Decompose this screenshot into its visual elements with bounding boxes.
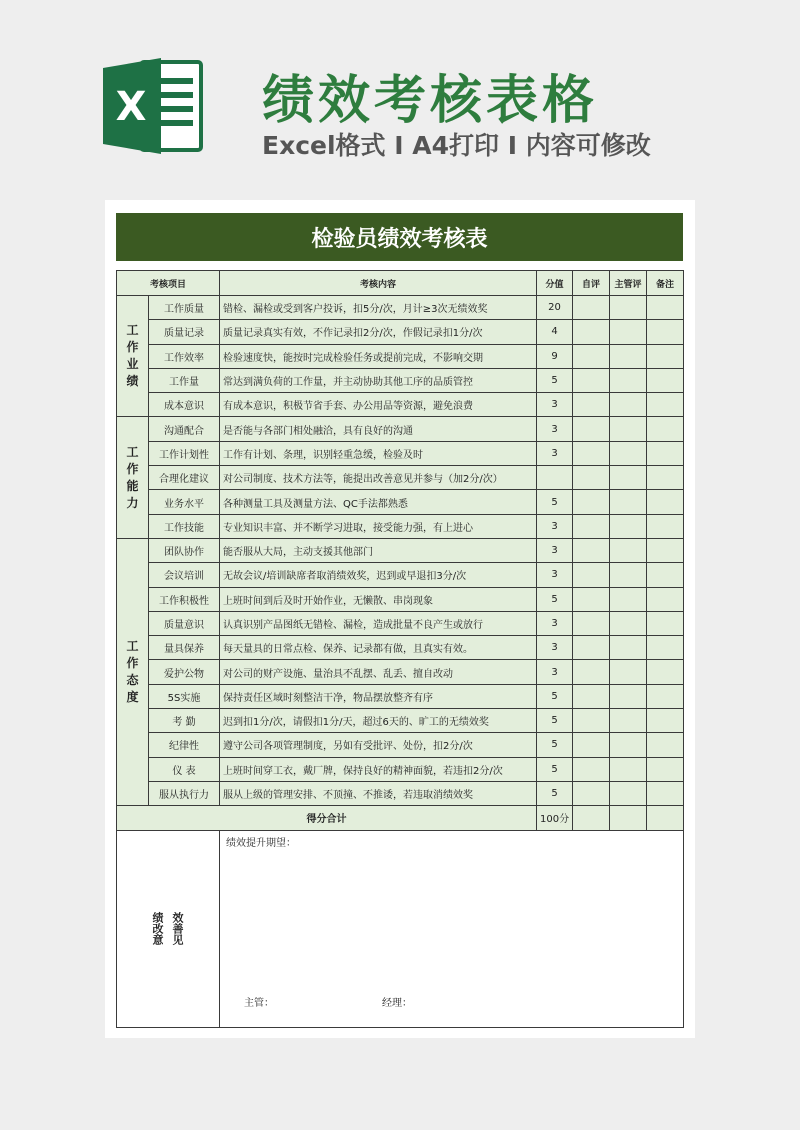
score-cell[interactable]: 3 [537, 417, 573, 441]
banner-subtitle: Excel格式 I A4打印 I 内容可修改 [262, 131, 651, 160]
score-cell[interactable]: 5 [537, 757, 573, 781]
self-eval-cell[interactable] [573, 393, 610, 417]
note-cell[interactable] [647, 514, 684, 538]
header-note: 备注 [647, 271, 684, 296]
manager-eval-cell[interactable] [610, 441, 647, 465]
total-label: 得分合计 [117, 806, 537, 830]
group-label: 工作业绩 [117, 296, 149, 417]
self-eval-cell[interactable] [573, 660, 610, 684]
self-eval-cell[interactable] [573, 344, 610, 368]
score-cell[interactable]: 4 [537, 320, 573, 344]
self-eval-cell[interactable] [573, 490, 610, 514]
header-content: 考核内容 [220, 271, 537, 296]
table-row [117, 320, 684, 344]
manager-eval-cell[interactable] [610, 733, 647, 757]
item-cell[interactable]: 工作量 [149, 368, 220, 392]
self-eval-cell[interactable] [573, 684, 610, 708]
table-row [117, 781, 684, 805]
content-cell[interactable]: 专业知识丰富、并不断学习进取，接受能力强，有上进心 [220, 514, 537, 538]
note-cell[interactable] [647, 368, 684, 392]
manager-eval-cell[interactable] [610, 296, 647, 320]
item-cell[interactable]: 考 勤 [149, 709, 220, 733]
item-cell[interactable]: 纪律性 [149, 733, 220, 757]
table-row [117, 441, 684, 465]
note-cell[interactable] [647, 538, 684, 562]
manager-eval-cell[interactable] [610, 344, 647, 368]
manager-eval-cell[interactable] [610, 368, 647, 392]
score-cell[interactable]: 3 [537, 441, 573, 465]
table-row [117, 296, 684, 320]
improvement-row [117, 830, 684, 1027]
item-cell[interactable]: 业务水平 [149, 490, 220, 514]
header-item: 考核项目 [117, 271, 220, 296]
manager-eval-cell[interactable] [610, 393, 647, 417]
table-row [117, 636, 684, 660]
score-cell[interactable] [537, 466, 573, 490]
score-cell[interactable]: 3 [537, 563, 573, 587]
note-cell[interactable] [647, 781, 684, 805]
note-cell[interactable] [647, 684, 684, 708]
table-row [117, 684, 684, 708]
table-row [117, 417, 684, 441]
content-cell[interactable]: 检验速度快，能按时完成检验任务或提前完成，不影响交期 [220, 344, 537, 368]
note-cell[interactable] [647, 466, 684, 490]
content-cell[interactable]: 能否服从大局，主动支援其他部门 [220, 538, 537, 562]
self-eval-cell[interactable] [573, 320, 610, 344]
table-row [117, 538, 684, 562]
item-cell[interactable]: 质量意识 [149, 611, 220, 635]
content-cell[interactable]: 遵守公司各项管理制度，另如有受批评、处份，扣2分/次 [220, 733, 537, 757]
manager-eval-cell[interactable] [610, 781, 647, 805]
total-self-cell[interactable] [573, 806, 610, 830]
score-cell[interactable]: 3 [537, 636, 573, 660]
manager-eval-cell[interactable] [610, 490, 647, 514]
manager-eval-cell[interactable] [610, 709, 647, 733]
note-cell[interactable] [647, 344, 684, 368]
item-cell[interactable]: 工作质量 [149, 296, 220, 320]
table-row [117, 733, 684, 757]
self-eval-cell[interactable] [573, 781, 610, 805]
header-self: 自评 [573, 271, 610, 296]
score-cell[interactable]: 5 [537, 368, 573, 392]
manager-eval-cell[interactable] [610, 538, 647, 562]
note-cell[interactable] [647, 733, 684, 757]
score-cell[interactable]: 5 [537, 684, 573, 708]
note-cell[interactable] [647, 393, 684, 417]
content-cell[interactable]: 保持责任区域时刻整洁干净，物品摆放整齐有序 [220, 684, 537, 708]
content-cell[interactable]: 认真识别产品图纸无错检、漏检，造成批量不良产生或放行 [220, 611, 537, 635]
total-manager-cell[interactable] [610, 806, 647, 830]
content-cell[interactable]: 上班时间到后及时开始作业，无懒散、串岗现象 [220, 587, 537, 611]
content-cell[interactable]: 有成本意识，积极节省手套、办公用品等资源，避免浪费 [220, 393, 537, 417]
improve-label-col1: 绩改意 [151, 912, 164, 946]
score-cell[interactable]: 20 [537, 296, 573, 320]
item-cell[interactable]: 工作积极性 [149, 587, 220, 611]
content-cell[interactable]: 常达到满负荷的工作量，并主动协助其他工序的品质管控 [220, 368, 537, 392]
note-cell[interactable] [647, 563, 684, 587]
note-cell[interactable] [647, 417, 684, 441]
content-cell[interactable]: 质量记录真实有效，不作记录扣2分/次，作假记录扣1分/次 [220, 320, 537, 344]
self-eval-cell[interactable] [573, 417, 610, 441]
self-eval-cell[interactable] [573, 514, 610, 538]
group-label: 工作态度 [117, 538, 149, 805]
self-eval-cell[interactable] [573, 733, 610, 757]
self-eval-cell[interactable] [573, 563, 610, 587]
self-eval-cell[interactable] [573, 368, 610, 392]
content-cell[interactable]: 迟到扣1分/次，请假扣1分/天，超过6天的、旷工的无绩效奖 [220, 709, 537, 733]
content-cell[interactable]: 上班时间穿工衣，戴厂牌，保持良好的精神面貌，若违扣2分/次 [220, 757, 537, 781]
header-score: 分值 [537, 271, 573, 296]
expectation-label: 绩效提升期望： [226, 837, 297, 849]
total-value: 100分 [537, 806, 573, 830]
manager-eval-cell[interactable] [610, 417, 647, 441]
total-note-cell[interactable] [647, 806, 684, 830]
excel-logo-icon [103, 58, 203, 154]
self-eval-cell[interactable] [573, 296, 610, 320]
item-cell[interactable]: 工作计划性 [149, 441, 220, 465]
item-cell[interactable]: 工作技能 [149, 514, 220, 538]
content-cell[interactable]: 服从上级的管理安排、不顶撞、不推诿，若违取消绩效奖 [220, 781, 537, 805]
score-cell[interactable]: 3 [537, 393, 573, 417]
content-cell[interactable]: 错检、漏检或受到客户投诉，扣5分/次，月计≥3次无绩效奖 [220, 296, 537, 320]
self-eval-cell[interactable] [573, 611, 610, 635]
supervisor-label: 主管： [244, 997, 275, 1009]
score-cell[interactable]: 5 [537, 733, 573, 757]
self-eval-cell[interactable] [573, 587, 610, 611]
self-eval-cell[interactable] [573, 757, 610, 781]
self-eval-cell[interactable] [573, 636, 610, 660]
note-cell[interactable] [647, 636, 684, 660]
score-cell[interactable]: 3 [537, 611, 573, 635]
item-cell[interactable]: 服从执行力 [149, 781, 220, 805]
item-cell[interactable]: 团队协作 [149, 538, 220, 562]
score-cell[interactable]: 3 [537, 660, 573, 684]
note-cell[interactable] [647, 660, 684, 684]
svg-text:X: X [115, 84, 147, 130]
sheet-title: 检验员绩效考核表 [116, 213, 683, 261]
item-cell[interactable]: 工作效率 [149, 344, 220, 368]
manager-label: 经理： [382, 997, 413, 1009]
note-cell[interactable] [647, 320, 684, 344]
table-row [117, 709, 684, 733]
note-cell[interactable] [647, 296, 684, 320]
item-cell[interactable]: 质量记录 [149, 320, 220, 344]
table-row [117, 466, 684, 490]
content-cell[interactable]: 是否能与各部门相处融洽，具有良好的沟通 [220, 417, 537, 441]
note-cell[interactable] [647, 757, 684, 781]
item-cell[interactable]: 沟通配合 [149, 417, 220, 441]
table-row [117, 587, 684, 611]
table-row [117, 660, 684, 684]
score-cell[interactable]: 5 [537, 490, 573, 514]
manager-eval-cell[interactable] [610, 514, 647, 538]
table-row [117, 563, 684, 587]
group-label: 工作能力 [117, 417, 149, 538]
manager-eval-cell[interactable] [610, 660, 647, 684]
header-manager: 主管评 [610, 271, 647, 296]
score-cell[interactable]: 5 [537, 709, 573, 733]
item-cell[interactable]: 成本意识 [149, 393, 220, 417]
improve-label-col2: 效善见 [171, 912, 184, 946]
total-row [117, 806, 684, 830]
item-cell[interactable]: 5S实施 [149, 684, 220, 708]
evaluation-table [116, 270, 684, 1028]
note-cell[interactable] [647, 709, 684, 733]
table-row [117, 514, 684, 538]
manager-eval-cell[interactable] [610, 757, 647, 781]
content-cell[interactable]: 各种测量工具及测量方法、QC手法都熟悉 [220, 490, 537, 514]
content-cell[interactable]: 对公司制度、技术方法等，能提出改善意见并参与（加2分/次） [220, 466, 537, 490]
item-cell[interactable]: 合理化建议 [149, 466, 220, 490]
item-cell[interactable]: 会议培训 [149, 563, 220, 587]
self-eval-cell[interactable] [573, 538, 610, 562]
content-cell[interactable]: 无故会议/培训缺席者取消绩效奖，迟到或早退扣3分/次 [220, 563, 537, 587]
note-cell[interactable] [647, 587, 684, 611]
note-cell[interactable] [647, 611, 684, 635]
table-row [117, 393, 684, 417]
table-row [117, 611, 684, 635]
manager-eval-cell[interactable] [610, 563, 647, 587]
note-cell[interactable] [647, 490, 684, 514]
improvement-area[interactable] [220, 830, 684, 1027]
item-cell[interactable]: 爱护公物 [149, 660, 220, 684]
self-eval-cell[interactable] [573, 466, 610, 490]
manager-eval-cell[interactable] [610, 587, 647, 611]
note-cell[interactable] [647, 441, 684, 465]
item-cell[interactable]: 仪 表 [149, 757, 220, 781]
manager-eval-cell[interactable] [610, 636, 647, 660]
manager-eval-cell[interactable] [610, 684, 647, 708]
manager-eval-cell[interactable] [610, 466, 647, 490]
manager-eval-cell[interactable] [610, 611, 647, 635]
banner-title: 绩效考核表格 [262, 71, 599, 131]
score-cell[interactable]: 5 [537, 781, 573, 805]
score-cell[interactable]: 3 [537, 514, 573, 538]
content-cell[interactable]: 工作有计划、条理，识别轻重急缓，检验及时 [220, 441, 537, 465]
manager-eval-cell[interactable] [610, 320, 647, 344]
score-cell[interactable]: 3 [537, 538, 573, 562]
item-cell[interactable]: 量具保养 [149, 636, 220, 660]
table-row [117, 757, 684, 781]
content-cell[interactable]: 对公司的财产设施、量治具不乱摆、乱丢、擅自改动 [220, 660, 537, 684]
score-cell[interactable]: 9 [537, 344, 573, 368]
table-row [117, 490, 684, 514]
self-eval-cell[interactable] [573, 709, 610, 733]
self-eval-cell[interactable] [573, 441, 610, 465]
table-row [117, 344, 684, 368]
table-row [117, 368, 684, 392]
content-cell[interactable]: 每天量具的日常点检、保养、记录都有做，且真实有效。 [220, 636, 537, 660]
score-cell[interactable]: 5 [537, 587, 573, 611]
